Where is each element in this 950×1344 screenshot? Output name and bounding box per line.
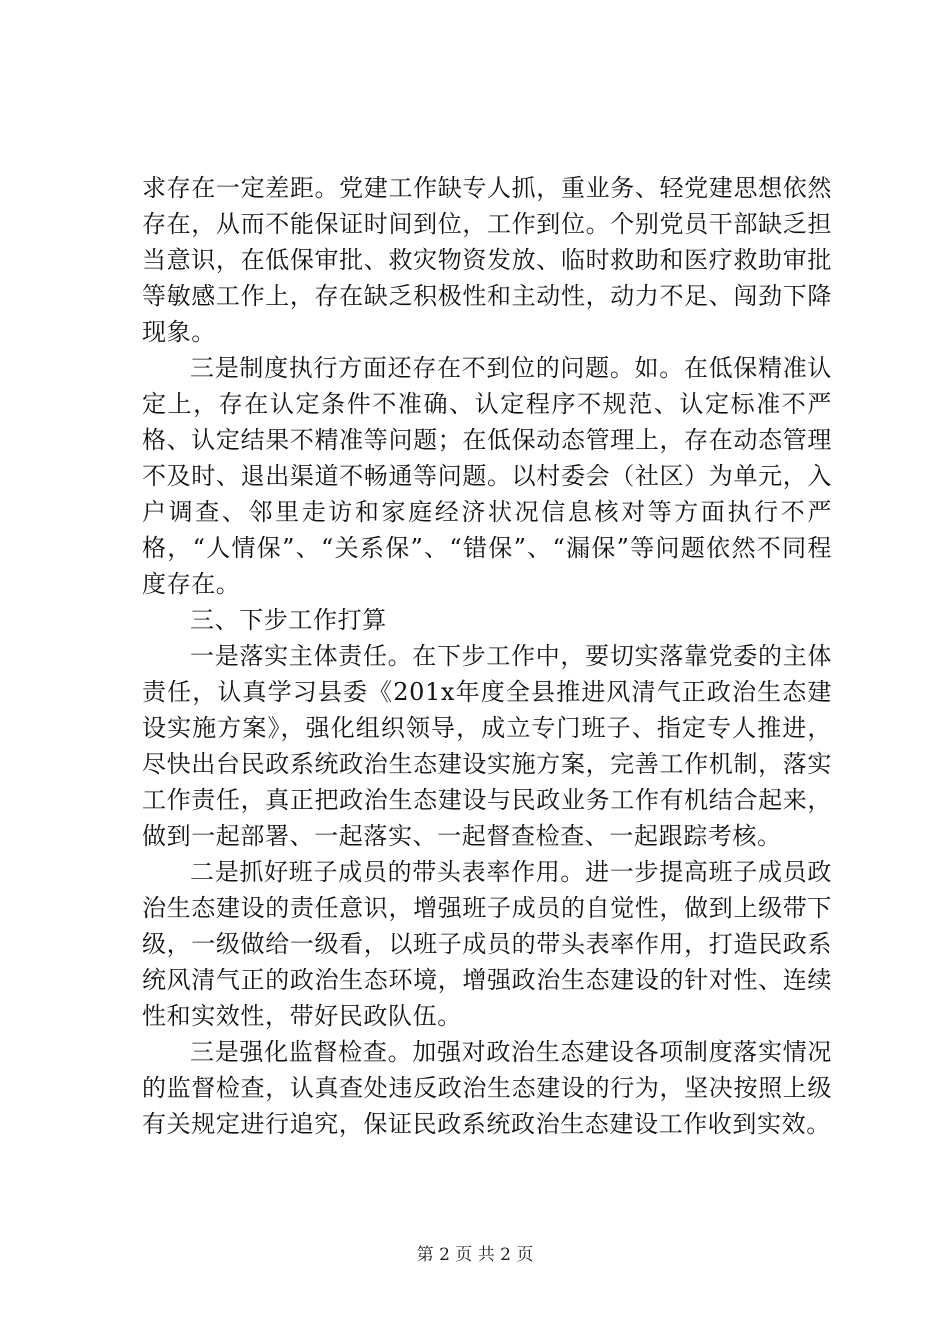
paragraph-plan-three: 三是强化监督检查。加强对政治生态建设各项制度落实情况的监督检查，认真查处违反政治生态建设的行为，坚决按照上级有关规定进行追究，保证民政系统政治生态建设工作收到实效。 [142, 1038, 832, 1138]
page-footer: 第 2 页 共 2 页 [416, 1245, 534, 1265]
paragraph-continuation: 求存在一定差距。党建工作缺专人抓，重业务、轻党建思想依然存在，从而不能保证时间到位，工作到位。个别党员干部缺乏担当意识，在低保审批、救灾物资发放、临时救助和医疗救助审批等敏感工作上，存在缺乏积极性和主动性，动力不足、闯劲下降现象。 [142, 174, 832, 346]
document-body [142, 170, 832, 1142]
section-heading: 三、下步工作打算 [190, 606, 387, 634]
paragraph-point-three-problems: 三是制度执行方面还存在不到位的问题。如。在低保精准认定上，存在认定条件不准确、认定程序不规范、认定标准不严格、认定结果不精准等问题；在低保动态管理上，存在动态管理不及时、退出渠道不畅通等问题。以村委会（社区）为单元，入户调查、邻里走访和家庭经济状况信息核对等方面执行不严格，“人情保”、“关系保”、“错保”、“漏保”等问题依然不同程度存在。 [142, 354, 832, 598]
paragraph-plan-one: 一是落实主体责任。在下步工作中，要切实落靠党委的主体责任，认真学习县委《201x年度全县推进风清气正政治生态建设实施方案》，强化组织领导，成立专门班子、指定专人推进，尽快出台民政系统政治生态建设实施方案，完善工作机制，落实工作责任，真正把政治生态建设与民政业务工作有机结合起来，做到一起部署、一起落实、一起督查检查、一起跟踪考核。 [142, 642, 832, 850]
paragraph-plan-two: 二是抓好班子成员的带头表率作用。进一步提高班子成员政治生态建设的责任意识，增强班子成员的自觉性，做到上级带下级，一级做给一级看，以班子成员的带头表率作用，打造民政系统风清气正的政治生态环境，增强政治生态建设的针对性、连续性和实效性，带好民政队伍。 [142, 858, 832, 1030]
